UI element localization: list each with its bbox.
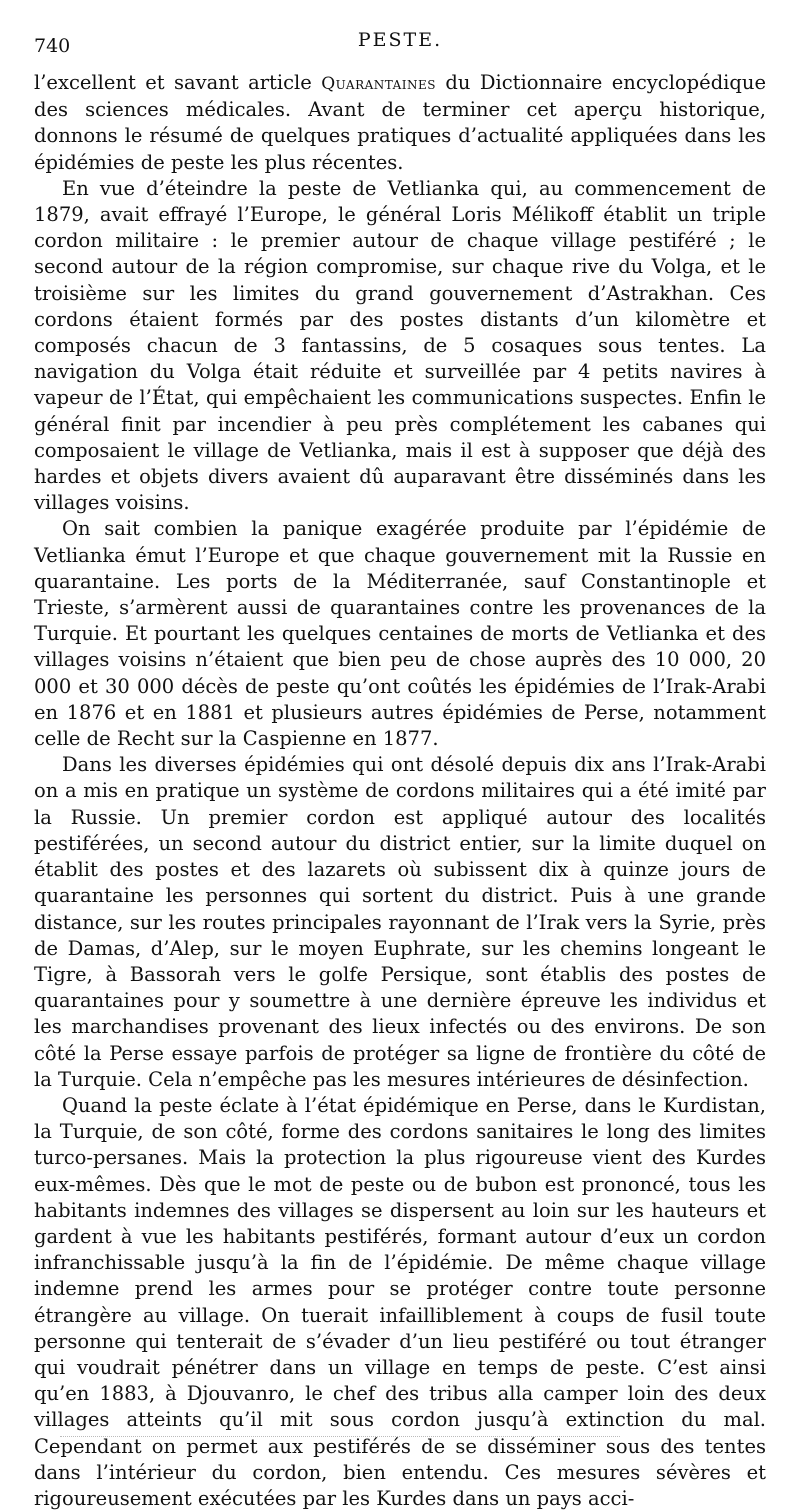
page-number: 740 bbox=[34, 35, 71, 57]
article-reference: Quarantaines bbox=[321, 74, 437, 94]
paragraph-continuation bbox=[34, 70, 766, 176]
paragraph-text: l’excellent et savant article bbox=[34, 71, 322, 94]
paragraph-text: du Dictionnaire encyclopédique des sciences médicales. Avant de terminer cet aperçu historique, donnons le résumé de quelques pratiques d’actualité appliquées dans les épidémies de peste les plus récentes. bbox=[34, 71, 766, 174]
paragraph-europe-panic: On sait combien la panique exagérée produite par l’épidémie de Vetlianka émut l’Europe et que chaque gouvernement mit la Russie en quarantaine. Les ports de la Méditerranée, sauf Constantinople et Trieste, s’armèrent aussi de quarantaines contre les provenances de la Turquie. Et pourtant les quelques centaines de morts de Vetlianka et des villages voisins n’étaient que bien peu de chose auprès des 10 000, 20 000 et 30 000 décès de peste qu’ont coûtés les épidémies de l’Irak-Arabi en 1876 et en 1881 et plusieurs autres épidémies de Perse, notamment celle de Recht sur la Caspienne en 1877. bbox=[34, 517, 766, 751]
paragraph-kurdistan: Quand la peste éclate à l’état épidémique en Perse, dans le Kurdistan, la Turquie, de son côté, forme des cordons sanitaires le long des limites turco-persanes. Mais la protection la plus rigoureuse vient des Kurdes eux-mêmes. Dès que le mot de peste ou de bubon est prononcé, tous les habitants indemnes des villages se dispersent au loin sur les hauteurs et gardent à vue les habitants pestiférés, formant autour d’eux un cordon infranchissable jusqu’à la fin de l’épidémie. De même chaque village indemne prend les armes pour se protéger contre toute personne étrangère au village. On tuerait infailliblement à coups de fusil toute personne qui tenterait de s’évader d’un lieu pestiféré ou tout étranger qui voudrait pénétrer dans un village en temps de peste. C’est ainsi qu’en 1883, à Djouvanro, le chef des tribus alla camper loin des deux villages atteints qu’il mit sous cordon jusqu’à extinction du mal. Cependant on permet aux pestiférés de se disséminer sous des tentes dans l’intérieur du cordon, bien entendu. Ces mesures sévères et rigoureusement exécutées par les Kurdes dans un pays acci- bbox=[34, 1093, 766, 1510]
running-title: PESTE. bbox=[357, 29, 443, 51]
document-page bbox=[34, 30, 766, 1512]
bottom-divider bbox=[60, 1436, 620, 1437]
body-text bbox=[34, 70, 766, 1512]
paragraph-irak-arabi: Dans les diverses épidémies qui ont désolé depuis dix ans l’Irak-Arabi on a mis en pratique un système de cordons militaires qui a été imité par la Russie. Un premier cordon est appliqué autour des localités pestiférées, un second autour du district entier, sur la limite duquel on établit des postes et des lazarets où subissent dix à quinze jours de quarantaine les personnes qui sortent du district. Puis à une grande distance, sur les routes principales rayonnant de l’Irak vers la Syrie, près de Damas, d’Alep, sur le moyen Euphrate, sur les chemins longeant le Tigre, à Bassorah vers le golfe Persique, sont établis des postes de quarantaines pour y soumettre à une dernière épreuve les individus et les marchandises provenant des lieux infectés ou des environs. De son côté la Perse essaye parfois de protéger sa ligne de frontière du côté de la Turquie. Cela n’empêche pas les mesures intérieures de désinfection. bbox=[34, 753, 766, 1091]
running-header bbox=[34, 30, 766, 58]
paragraph-vetlianka-cordons: En vue d’éteindre la peste de Vetlianka qui, au commencement de 1879, avait effrayé l’Europe, le général Loris Mélikoff établit un triple cordon militaire : le premier autour de chaque village pestiféré ; le second autour de la région compromise, sur chaque rive du Volga, et le troisième sur les limites du grand gouvernement d’Astrakhan. Ces cordons étaient formés par des postes distants d’un kilomètre et composés chacun de 3 fantassins, de 5 cosaques sous tentes. La navigation du Volga était réduite et surveillée par 4 petits navires à vapeur de l’État, qui empêchaient les communications suspectes. Enfin le général finit par incendier à peu près complétement les cabanes qui composaient le village de Vetlianka, mais il est à supposer que déjà des hardes et objets divers avaient dû auparavant être disséminés dans les villages voisins. bbox=[34, 176, 766, 515]
